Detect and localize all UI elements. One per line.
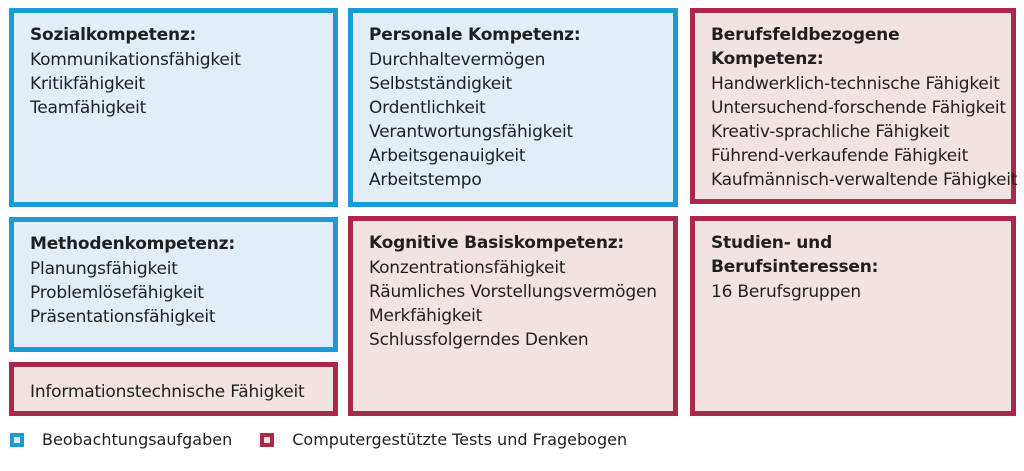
berufsfeldbezogene-kompetenz-box (690, 8, 1016, 204)
legend-label: Beobachtungsaufgaben (42, 430, 233, 449)
methodenkompetenz-box (9, 217, 338, 352)
list-item: Konzentrationsfähigkeit (369, 258, 566, 278)
item-list (711, 72, 1018, 192)
list-item: Kommunikationsfähigkeit (30, 50, 241, 70)
item-list (369, 256, 659, 352)
box-title: Sozialkompetenz: (30, 25, 197, 45)
list-item: Kritikfähigkeit (30, 74, 145, 94)
blue-square-icon (10, 433, 24, 447)
list-item: Kaufmännisch-verwaltende Fähigkeit (711, 170, 1018, 190)
list-item: Kreativ-sprachliche Fähigkeit (711, 122, 950, 142)
list-item: Präsentationsfähigkeit (30, 307, 216, 327)
item-list (369, 48, 659, 192)
box-title: Studien- und Berufsinteressen: (711, 233, 879, 277)
list-item: Durchhaltevermögen (369, 50, 546, 70)
kognitive-basiskompetenz-box (348, 216, 678, 416)
box-title: Kognitive Basiskompetenz: (369, 233, 625, 253)
studien-berufsinteressen-box (690, 216, 1016, 416)
legend (10, 430, 655, 449)
sozialkompetenz-box (9, 8, 338, 207)
list-item: Verantwortungsfähigkeit (369, 122, 573, 142)
list-item: Selbstständigkeit (369, 74, 512, 94)
item-list (30, 257, 319, 329)
list-item: Handwerklich-technische Fähigkeit (711, 74, 1000, 94)
legend-label: Computergestützte Tests und Fragebogen (292, 430, 628, 449)
personale-kompetenz-box (348, 8, 678, 207)
list-item: Planungsfähigkeit (30, 259, 178, 279)
list-item: Räumliches Vorstellungsvermögen (369, 282, 657, 302)
item-list (711, 280, 997, 304)
list-item: Merkfähigkeit (369, 306, 483, 326)
list-item: Arbeitsgenauigkeit (369, 146, 526, 166)
list-item: Untersuchend-forschende Fähigkeit (711, 98, 1006, 118)
item-list (30, 48, 319, 120)
box-title: Personale Kompetenz: (369, 25, 581, 45)
legend-item-red (260, 430, 627, 449)
list-item: Führend-verkaufende Fähigkeit (711, 146, 969, 166)
list-item: Ordentlichkeit (369, 98, 486, 118)
list-item: Problemlösefähigkeit (30, 283, 204, 303)
box-title: Berufsfeldbezogene Kompetenz: (711, 25, 900, 69)
box-title: Methodenkompetenz: (30, 234, 235, 254)
list-item: 16 Berufsgruppen (711, 282, 861, 302)
list-item: Schlussfolgerndes Denken (369, 330, 589, 350)
red-square-icon (260, 433, 274, 447)
list-item: Teamfähigkeit (30, 98, 147, 118)
informationstechnische-faehigkeit-box (9, 362, 338, 416)
box-text: Informationstechnische Fähigkeit (30, 382, 305, 402)
list-item: Arbeitstempo (369, 170, 482, 190)
legend-item-blue (10, 430, 232, 449)
